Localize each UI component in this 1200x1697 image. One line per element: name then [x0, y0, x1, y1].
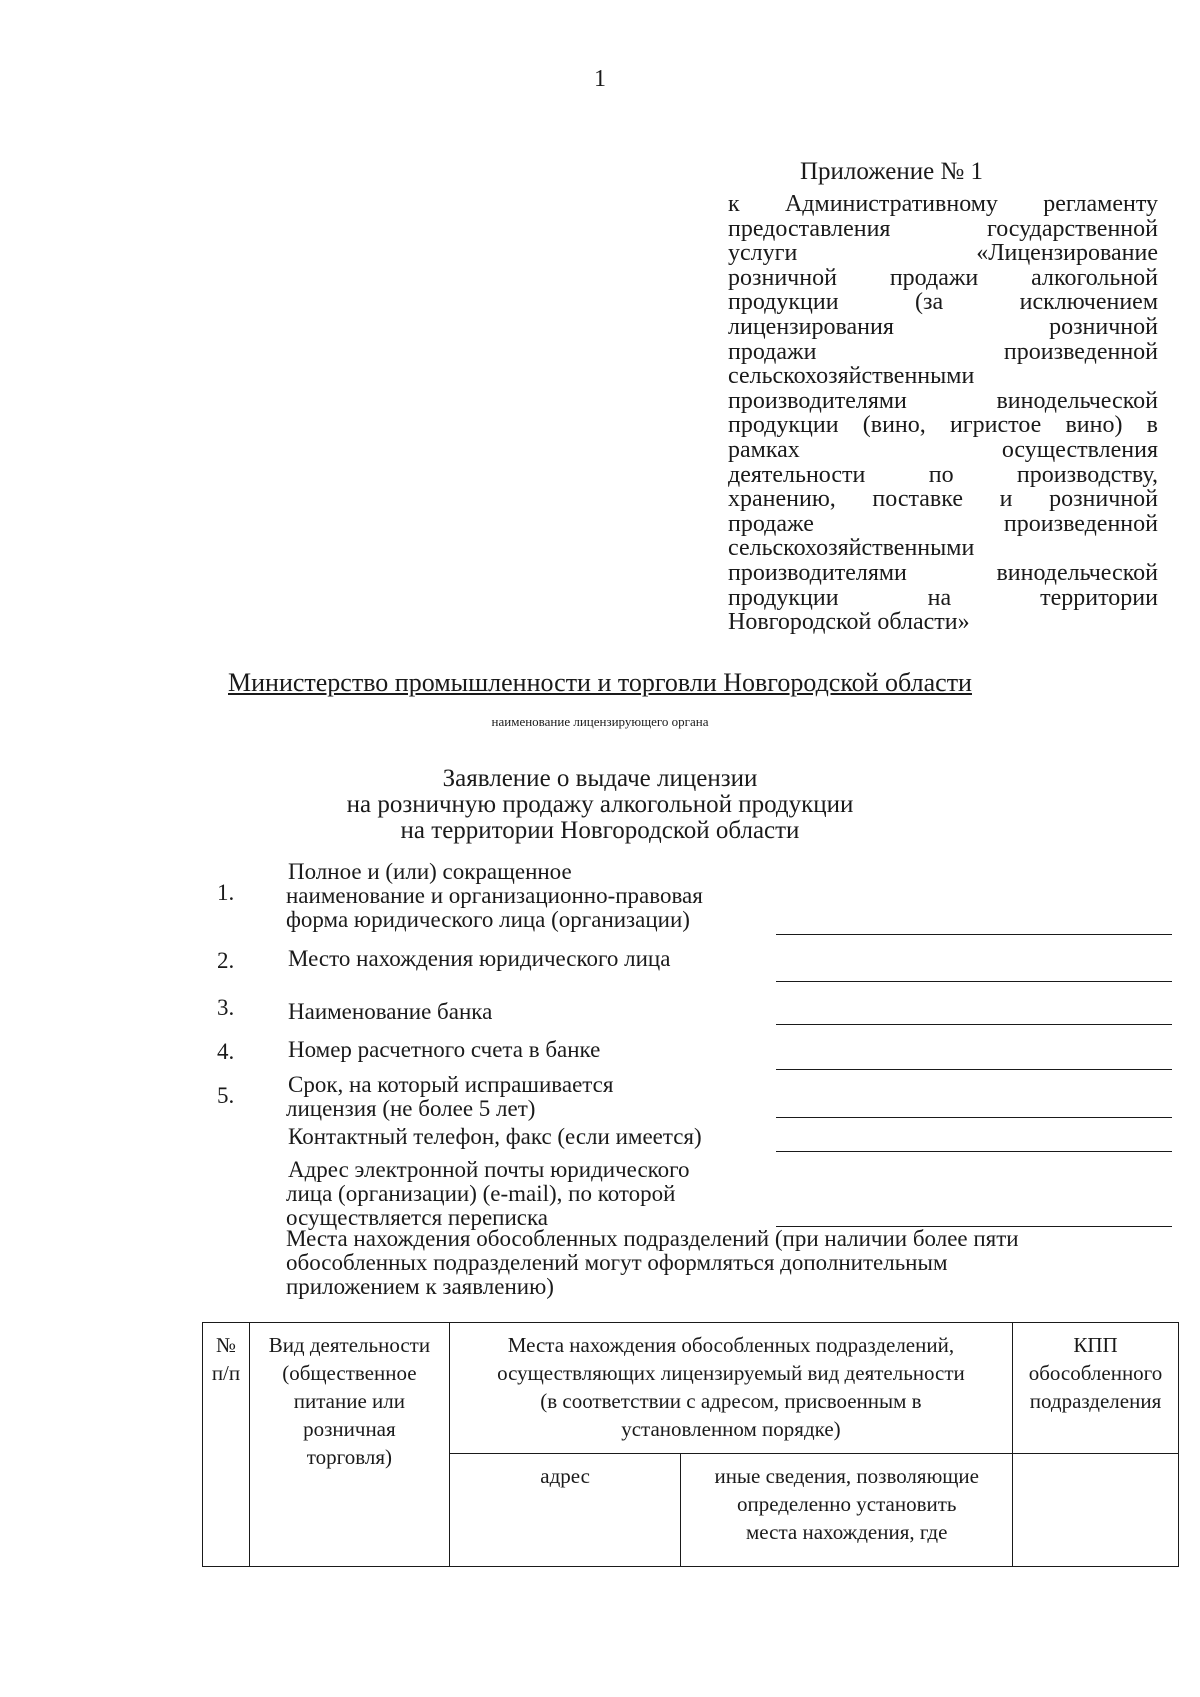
note-line: обособленных подразделений могут оформляться дополнительным: [286, 1250, 948, 1275]
header-line: п/п: [211, 1361, 241, 1385]
subdivisions-note: [286, 1227, 1146, 1299]
field-account-label: Номер расчетного счета в банке: [288, 1037, 601, 1062]
label-line: Срок, на который испрашивается: [288, 1072, 614, 1097]
header-line: розничная: [303, 1417, 396, 1441]
regulation-line: сельскохозяйственными: [728, 535, 975, 562]
appendix-title: Приложение № 1: [800, 158, 984, 185]
field-address-label: Место нахождения юридического лица: [288, 946, 671, 971]
field-number: 5.: [217, 1083, 235, 1108]
title-line: на территории Новгородской области: [400, 817, 800, 844]
regulation-line: продаже произведенной: [728, 510, 1158, 537]
field-bank-label: Наименование банка: [288, 999, 493, 1024]
address-blank-line[interactable]: [776, 981, 1172, 982]
regulation-line: Новгородской области»: [728, 609, 970, 636]
subdivisions-table: [202, 1322, 1179, 1567]
header-line: иные сведения, позволяющие: [714, 1464, 979, 1488]
field-legal-name-label: [286, 860, 703, 932]
regulation-line: к Административному регламенту: [728, 191, 1158, 217]
regulation-line: продукции на территории: [728, 584, 1158, 611]
field-number: 2.: [217, 948, 235, 973]
header-number: [203, 1323, 250, 1567]
regulation-line: продукции (за исключением: [728, 289, 1158, 316]
header-line: Вид деятельности: [268, 1333, 431, 1357]
field-phone-label: Контактный телефон, факс (если имеется): [288, 1124, 702, 1149]
header-line: определенно установить: [736, 1492, 957, 1516]
header-line: №: [215, 1333, 236, 1357]
note-line: приложением к заявлению): [286, 1274, 554, 1299]
term-blank-line[interactable]: [776, 1117, 1172, 1118]
subheader-address: [449, 1454, 681, 1567]
header-line: питание или: [293, 1389, 405, 1413]
header-line: адрес: [540, 1464, 590, 1488]
label-line: Адрес электронной почты юридического: [288, 1157, 690, 1182]
header-line: (в соответствии с адресом, присвоенным в: [540, 1389, 922, 1413]
label-line: осуществляется переписка: [286, 1205, 549, 1230]
subheader-other-details: [681, 1454, 1013, 1567]
field-term-label: [286, 1073, 613, 1121]
regulation-line: производителями винодельческой: [728, 387, 1158, 414]
regulation-line: хранению, поставке и розничной: [728, 486, 1158, 513]
title-line: на розничную продажу алкогольной продукции: [346, 791, 854, 818]
header-line: КПП: [1073, 1333, 1118, 1357]
authority-name: Министерство промышленности и торговли Новгородской области: [228, 668, 972, 697]
bank-blank-line[interactable]: [776, 1024, 1172, 1025]
application-title: [0, 766, 1200, 844]
label-line: лицензия (не более 5 лет): [286, 1096, 536, 1121]
header-line: осуществляющих лицензируемый вид деятельности: [497, 1361, 965, 1385]
legal-name-blank-line[interactable]: [776, 934, 1172, 935]
regulation-line: продукции (вино, игристое вино) в: [728, 412, 1158, 439]
regulation-line: производителями винодельческой: [728, 559, 1158, 586]
field-number: 3.: [217, 995, 235, 1020]
field-email-label: [286, 1158, 690, 1230]
header-subdivision-places: [449, 1323, 1012, 1454]
regulation-line: рамках осуществления: [728, 436, 1158, 463]
authority-caption: наименование лицензирующего органа: [491, 714, 709, 729]
page-number: 1: [594, 66, 606, 92]
header-activity-type: [249, 1323, 449, 1567]
label-line: Полное и (или) сокращенное: [288, 859, 572, 884]
kpp-cell[interactable]: [1013, 1454, 1179, 1567]
regulation-line: сельскохозяйственными: [728, 363, 975, 390]
regulation-line: предоставления государственной: [728, 215, 1158, 242]
header-line: места нахождения, где: [746, 1520, 948, 1544]
regulation-line: продажи произведенной: [728, 338, 1158, 365]
header-kpp: [1013, 1323, 1179, 1454]
title-line: Заявление о выдаче лицензии: [442, 765, 758, 792]
regulation-line: розничной продажи алкогольной: [728, 264, 1158, 291]
phone-blank-line[interactable]: [776, 1151, 1172, 1152]
header-line: подразделения: [1029, 1389, 1162, 1413]
header-line: Места нахождения обособленных подразделений,: [507, 1333, 955, 1357]
note-line: Места нахождения обособленных подразделений (при наличии более пяти: [286, 1226, 1019, 1251]
regulation-line: услуги «Лицензирование: [728, 240, 1158, 267]
header-line: установленном порядке): [621, 1417, 841, 1441]
field-number: 4.: [217, 1039, 235, 1064]
header-line: торговля): [306, 1445, 393, 1469]
header-line: (общественное: [282, 1361, 417, 1385]
label-line: лица (организации) (e-mail), по которой: [286, 1181, 676, 1206]
regulation-reference: [728, 192, 1158, 635]
label-line: форма юридического лица (организации): [286, 907, 690, 932]
account-blank-line[interactable]: [776, 1069, 1172, 1070]
regulation-line: деятельности по производству,: [728, 461, 1158, 488]
regulation-line: лицензирования розничной: [728, 313, 1158, 340]
header-line: обособленного: [1028, 1361, 1163, 1385]
field-number: 1.: [217, 880, 235, 905]
label-line: наименование и организационно-правовая: [286, 883, 703, 908]
